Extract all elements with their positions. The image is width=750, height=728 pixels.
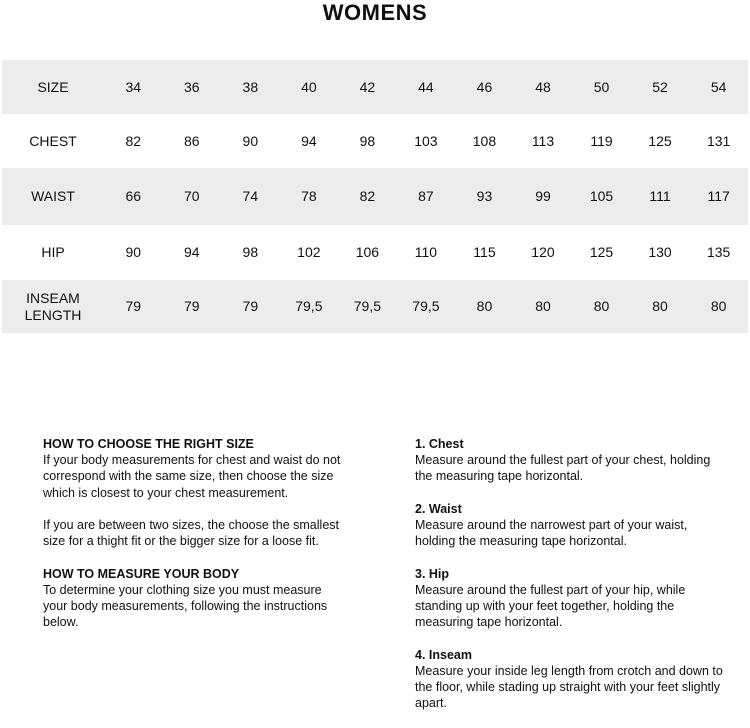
section-body: To determine your clothing size you must measure your body measurements, following the instructions below. <box>43 582 328 630</box>
size-chart-table <box>2 60 748 333</box>
table-cell: 115 <box>473 244 496 260</box>
table-cell: 36 <box>184 78 200 95</box>
table-row <box>2 225 748 280</box>
table-cell: 46 <box>476 78 493 95</box>
table-cell: 113 <box>531 132 555 149</box>
row-label-text: CHEST <box>29 132 77 149</box>
guide-section <box>415 436 725 485</box>
table-cell: 79 <box>125 298 142 314</box>
section-body: Measure your inside leg length from crotch and down to the floor, while stading up straight with your feet slightly apart. <box>415 663 723 711</box>
guide-section <box>43 436 343 501</box>
guide-section <box>43 517 343 549</box>
table-cell: 79,5 <box>295 298 323 314</box>
section-heading: 1. Chest <box>415 437 464 451</box>
table-cell: 74 <box>242 188 259 204</box>
row-label-text: WAIST <box>31 188 75 204</box>
table-cell: 79,5 <box>412 298 440 314</box>
table-cell: 66 <box>125 188 142 204</box>
table-row <box>2 168 748 225</box>
table-cell: 79 <box>242 298 259 314</box>
table-cell: 79 <box>184 298 200 314</box>
row-label-text: INSEAM LENGTH <box>24 289 82 323</box>
section-body: Measure around the fullest part of your hip, while standing up with your feet together, holding the measuring tape horizontal. <box>415 582 686 630</box>
section-body: If your body measurements for chest and waist do not correspond with the same size, then choose the size which is closest to your chest measurement. <box>43 453 341 500</box>
table-cell: 98 <box>359 132 376 149</box>
page-title: WOMENS <box>322 0 428 25</box>
section-heading: HOW TO CHOOSE THE RIGHT SIZE <box>43 437 254 451</box>
table-cell: 135 <box>706 244 731 260</box>
table-cell: 93 <box>476 188 493 204</box>
table-cell: 98 <box>242 244 259 260</box>
table-cell: 111 <box>649 188 671 204</box>
table-cell: 130 <box>648 244 672 260</box>
table-cell: 34 <box>125 78 142 95</box>
row-label <box>2 60 104 114</box>
table-cell: 82 <box>359 188 376 204</box>
table-cell: 82 <box>125 132 142 149</box>
table-cell: 87 <box>418 188 434 204</box>
table-cell: 80 <box>652 298 668 314</box>
table-cell: 125 <box>589 244 614 260</box>
table-cell: 80 <box>535 298 551 314</box>
table-cell: 103 <box>414 132 438 149</box>
table-row <box>2 280 748 333</box>
table-cell: 90 <box>125 244 142 260</box>
table-cell: 40 <box>301 78 317 95</box>
table-cell: 94 <box>184 244 200 260</box>
table-cell: 108 <box>472 132 497 149</box>
table-cell: 78 <box>301 188 317 204</box>
table-cell: 70 <box>184 188 200 204</box>
guide-section <box>43 566 343 631</box>
table-cell: 54 <box>710 78 727 95</box>
row-label-text: SIZE <box>37 78 69 95</box>
table-cell: 80 <box>710 298 727 314</box>
section-heading: 4. Inseam <box>415 647 472 662</box>
section-body: If you are between two sizes, the choose the smallest size for a thight fit or the bigger size for a loose fit. <box>43 518 339 549</box>
table-cell: 106 <box>355 244 380 260</box>
table-cell: 131 <box>706 132 731 149</box>
table-cell: 50 <box>593 78 610 95</box>
table-cell: 105 <box>589 188 614 204</box>
table-cell: 80 <box>593 298 610 314</box>
row-label-text: HIP <box>41 244 65 260</box>
size-guide-left <box>43 436 343 647</box>
table-cell: 99 <box>535 188 551 204</box>
table-cell: 48 <box>535 78 551 95</box>
table-row <box>2 114 748 168</box>
table-cell: 42 <box>359 78 376 95</box>
table-cell: 125 <box>648 132 672 149</box>
guide-section <box>415 647 725 712</box>
row-label <box>2 225 104 280</box>
table-cell: 94 <box>301 132 317 149</box>
guide-section <box>415 566 725 631</box>
section-body: Measure around the fullest part of your chest, holding the measuring tape horizontal. <box>415 453 711 484</box>
section-heading: 2. Waist <box>415 501 462 516</box>
table-cell: 80 <box>476 298 493 314</box>
row-label <box>2 280 104 333</box>
table-cell: 119 <box>590 132 613 149</box>
table-cell: 90 <box>242 132 259 149</box>
table-cell: 86 <box>184 132 200 149</box>
table-cell: 102 <box>297 244 321 260</box>
table-cell: 44 <box>418 78 434 95</box>
measuring-guide-right <box>415 436 725 728</box>
guide-section <box>415 501 725 550</box>
table-cell: 110 <box>414 244 438 260</box>
row-label <box>2 168 104 225</box>
row-label <box>2 114 104 168</box>
section-heading: HOW TO MEASURE YOUR BODY <box>43 566 240 581</box>
table-cell: 120 <box>531 244 555 260</box>
table-row <box>2 60 748 114</box>
table-cell: 79,5 <box>353 298 382 314</box>
table-cell: 38 <box>242 78 259 95</box>
section-heading: 3. Hip <box>415 566 450 581</box>
table-cell: 117 <box>707 188 730 204</box>
section-body: Measure around the narrowest part of your waist, holding the measuring tape horizontal. <box>415 518 688 549</box>
table-cell: 52 <box>652 78 668 95</box>
